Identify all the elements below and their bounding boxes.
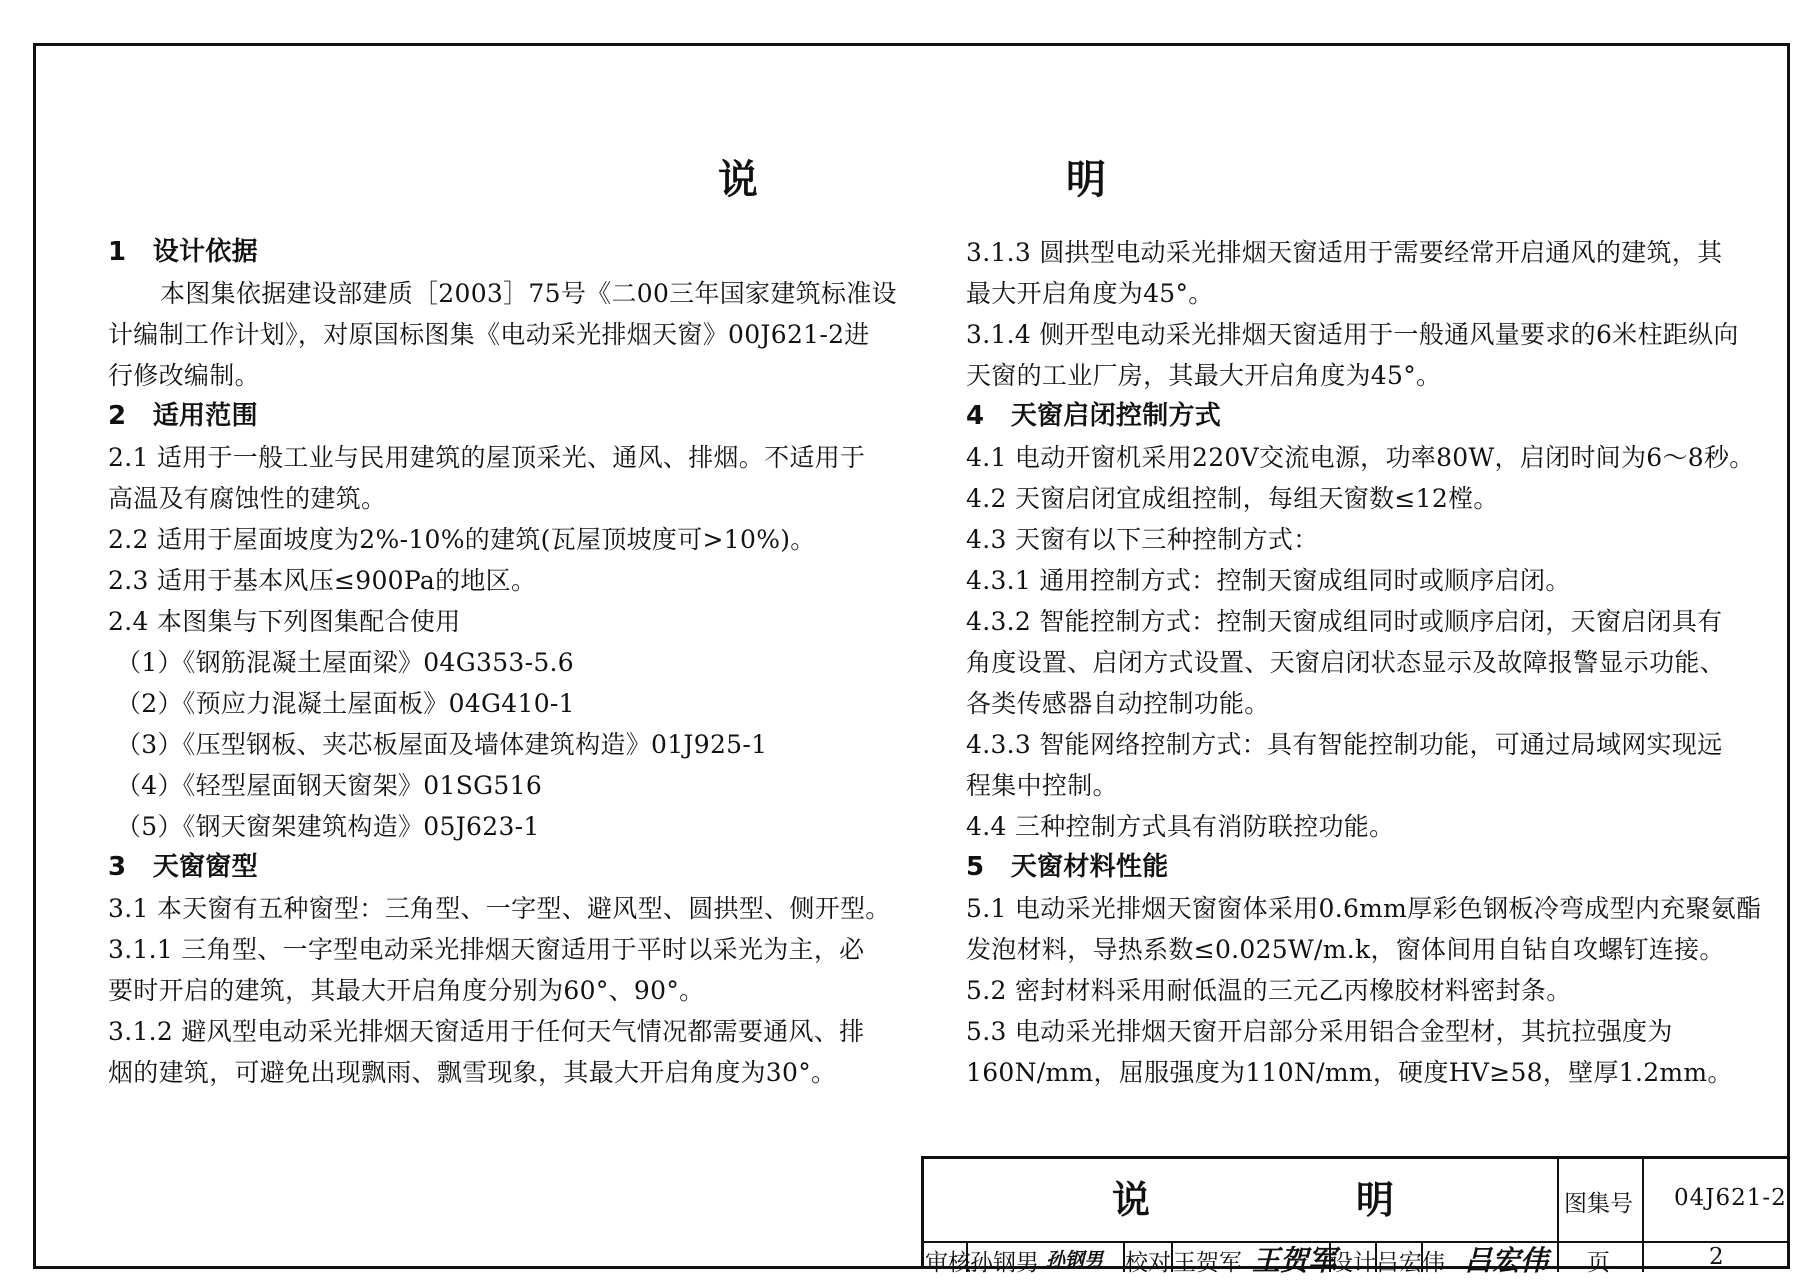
text-line: 5.2 密封材料采用耐低温的三元乙丙橡胶材料密封条。 xyxy=(966,976,1572,1005)
section-heading: 4 天窗启闭控制方式 xyxy=(966,401,1222,431)
text-line: 要时开启的建筑，其最大开启角度分别为60°、90°。 xyxy=(108,976,705,1005)
section-heading: 1 设计依据 xyxy=(108,237,258,267)
section-heading: 3 天窗窗型 xyxy=(108,852,258,882)
text-line: 2.4 本图集与下列图集配合使用 xyxy=(108,607,461,636)
text-line: （1）《钢筋混凝土屋面梁》04G353-5.6 xyxy=(116,648,575,677)
text-line: 4.3.2 智能控制方式：控制天窗成组同时或顺序启闭，天窗启闭具有 xyxy=(966,607,1723,636)
text-line: 4.4 三种控制方式具有消防联控功能。 xyxy=(966,812,1395,841)
text-line: （5）《钢天窗架建筑构造》05J623-1 xyxy=(116,812,540,841)
title-block xyxy=(921,1156,1790,1277)
text-line: 2.2 适用于屋面坡度为2%-10%的建筑(瓦屋顶坡度可>10%)。 xyxy=(108,525,816,554)
page-title-char-2: 明 xyxy=(1066,157,1106,203)
check-signature: 王贺军 xyxy=(1252,1244,1337,1277)
page-title-char-1: 说 xyxy=(718,157,758,203)
text-line: 5.3 电动采光排烟天窗开启部分采用铝合金型材，其抗拉强度为 xyxy=(966,1017,1673,1046)
text-line: 4.3.3 智能网络控制方式：具有智能控制功能，可通过局域网实现远 xyxy=(966,730,1723,759)
right-text-column xyxy=(966,232,1762,1093)
text-line: 4.3 天窗有以下三种控制方式： xyxy=(966,525,1319,554)
text-line: 160N/mm，屈服强度为110N/mm，硬度HV≥58，壁厚1.2mm。 xyxy=(966,1058,1733,1087)
text-line: 天窗的工业厂房，其最大开启角度为45°。 xyxy=(966,361,1442,390)
text-line: 5.1 电动采光排烟天窗窗体采用0.6mm厚彩色钢板冷弯成型内充聚氨酯 xyxy=(966,894,1762,923)
page-title xyxy=(0,148,1820,203)
text-line: 行修改编制。 xyxy=(108,361,260,390)
review-label: 审核 xyxy=(925,1250,971,1276)
text-line: 3.1 本天窗有五种窗型：三角型、一字型、避风型、圆拱型、侧开型。 xyxy=(108,894,891,923)
design-label: 设计 xyxy=(1330,1250,1376,1276)
text-line: 3.1.2 避风型电动采光排烟天窗适用于任何天气情况都需要通风、排 xyxy=(108,1017,865,1046)
text-line: 各类传感器自动控制功能。 xyxy=(966,689,1270,718)
text-line: 4.2 天窗启闭宜成组控制，每组天窗数≤12樘。 xyxy=(966,484,1499,513)
review-name: 孙钢男 xyxy=(970,1250,1039,1276)
check-name: 王贺军 xyxy=(1173,1250,1242,1276)
text-line: 4.1 电动开窗机采用220V交流电源，功率80W，启闭时间为6～8秒。 xyxy=(966,443,1755,472)
page-label: 页 xyxy=(1587,1250,1610,1276)
text-line: 最大开启角度为45°。 xyxy=(966,279,1214,308)
section-heading: 5 天窗材料性能 xyxy=(966,852,1169,882)
text-line: （2）《预应力混凝土屋面板》04G410-1 xyxy=(116,689,575,718)
title-block-title xyxy=(924,1169,1557,1224)
text-line: 发泡材料，导热系数≤0.025W/m.k，窗体间用自钻自攻螺钉连接。 xyxy=(966,935,1725,964)
text-line: 3.1.3 圆拱型电动采光排烟天窗适用于需要经常开启通风的建筑，其 xyxy=(966,238,1723,267)
text-line: 角度设置、启闭方式设置、天窗启闭状态显示及故障报警显示功能、 xyxy=(966,648,1726,677)
text-line: 计编制工作计划》，对原国标图集《电动采光排烟天窗》00J621-2进 xyxy=(108,320,870,349)
design-signature: 吕宏伟 xyxy=(1464,1244,1549,1277)
review-signature: 孙钢男 xyxy=(1046,1249,1104,1271)
text-line: 烟的建筑，可避免出现飘雨、飘雪现象，其最大开启角度为30°。 xyxy=(108,1058,837,1087)
atlas-number-label: 图集号 xyxy=(1564,1191,1633,1217)
check-label: 校对 xyxy=(1125,1250,1171,1276)
title-block-title-char-1: 说 xyxy=(1112,1178,1151,1222)
text-line: 本图集依据建设部建质［2003］75号《二00三年国家建筑标准设 xyxy=(160,279,897,308)
text-line: 高温及有腐蚀性的建筑。 xyxy=(108,484,387,513)
left-text-column xyxy=(108,232,897,1093)
text-line: 2.1 适用于一般工业与民用建筑的屋顶采光、通风、排烟。不适用于 xyxy=(108,443,866,472)
text-line: 2.3 适用于基本风压≤900Pa的地区。 xyxy=(108,566,537,595)
section-heading: 2 适用范围 xyxy=(108,401,258,431)
text-line: 4.3.1 通用控制方式：控制天窗成组同时或顺序启闭。 xyxy=(966,566,1571,595)
text-line: （4）《轻型屋面钢天窗架》01SG516 xyxy=(116,771,543,800)
text-line: 3.1.1 三角型、一字型电动采光排烟天窗适用于平时以采光为主，必 xyxy=(108,935,865,964)
atlas-number: 04J621-2 xyxy=(1674,1185,1787,1211)
text-line: （3）《压型钢板、夹芯板屋面及墙体建筑构造》01J925-1 xyxy=(116,730,768,759)
design-name: 吕宏伟 xyxy=(1376,1250,1445,1276)
page-number: 2 xyxy=(1709,1244,1724,1270)
text-line: 程集中控制。 xyxy=(966,771,1118,800)
title-block-title-char-2: 明 xyxy=(1356,1178,1395,1222)
text-line: 3.1.4 侧开型电动采光排烟天窗适用于一般通风量要求的6米柱距纵向 xyxy=(966,320,1739,349)
